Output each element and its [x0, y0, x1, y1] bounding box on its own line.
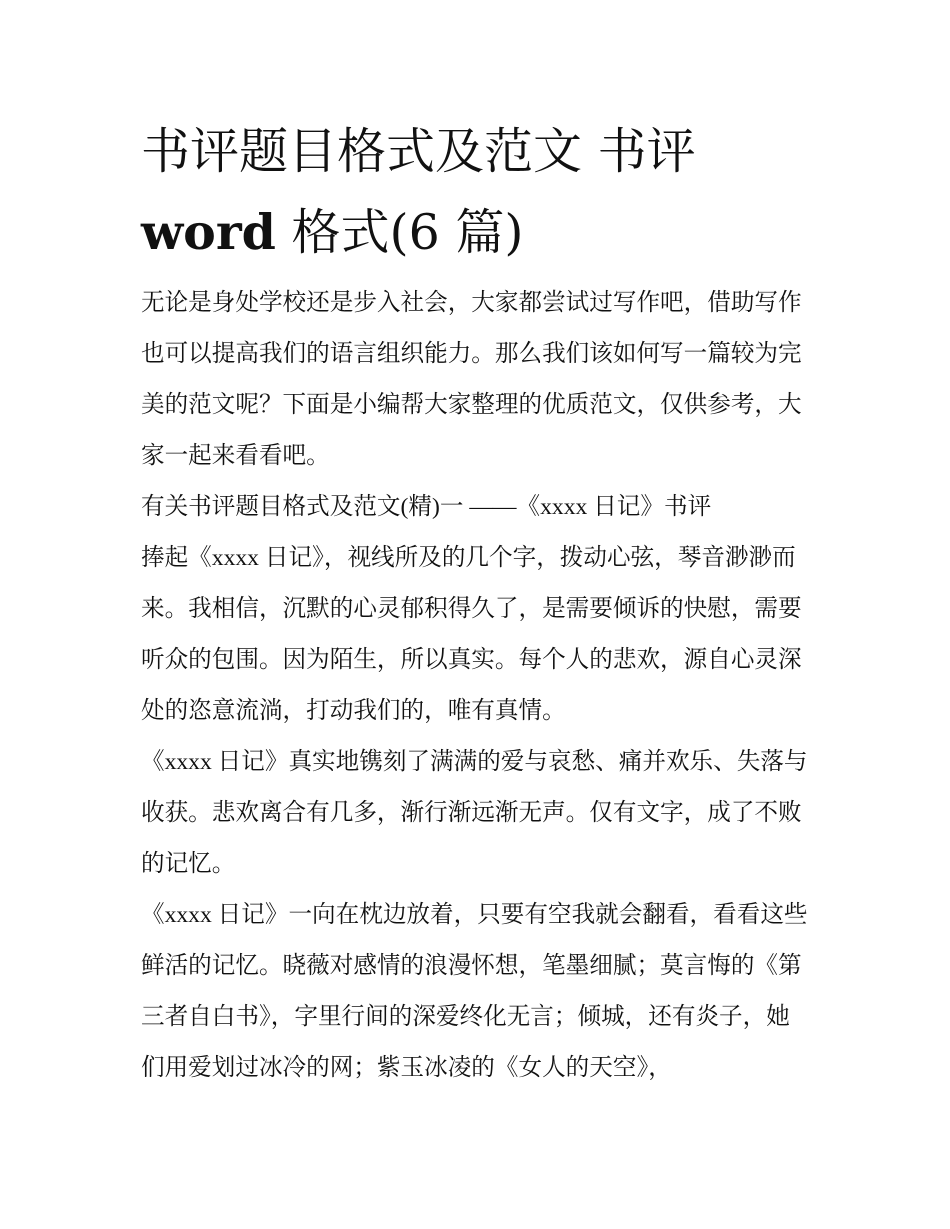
- document-title: [141, 112, 821, 273]
- document-body: [141, 278, 813, 1094]
- paragraph: 《xxxx 日记》真实地镌刻了满满的爱与哀愁、痛并欢乐、失落与收获。悲欢离合有几多，渐行渐远渐无声。仅有文字，成了不败的记忆。: [141, 749, 808, 877]
- paragraph-intro: 无论是身处学校还是步入社会，大家都尝试过写作吧，借助写作也可以提高我们的语言组织能力。那么我们该如何写一篇较为完美的范文呢？下面是小编帮大家整理的优质范文，仅供参考，大家一起来看看吧。: [141, 290, 802, 469]
- title-line-2-latin: word: [141, 203, 276, 261]
- paragraph: 捧起《xxxx 日记》，视线所及的几个字，拨动心弦，琴音渺渺而来。我相信，沉默的心灵郁积得久了，是需要倾诉的快慰，需要听众的包围。因为陌生，所以真实。每个人的悲欢，源自心灵深处的恣意流淌，打动我们的，唯有真情。: [141, 545, 802, 724]
- section-heading: 有关书评题目格式及范文(精)一 ——《xxxx 日记》书评: [141, 494, 712, 520]
- title-line-2-rest: 格式(6 篇): [275, 204, 524, 261]
- title-line-1: 书评题目格式及范文 书评: [141, 123, 696, 180]
- paragraph: 《xxxx 日记》一向在枕边放着，只要有空我就会翻看，看看这些鲜活的记忆。晓薇对感情的浪漫怀想，笔墨细腻；莫言悔的《第三者自白书》，字里行间的深爱终化无言；倾城，还有炎子，她们用爱划过冰冷的网；紫玉冰凌的《女人的天空》，: [141, 902, 808, 1081]
